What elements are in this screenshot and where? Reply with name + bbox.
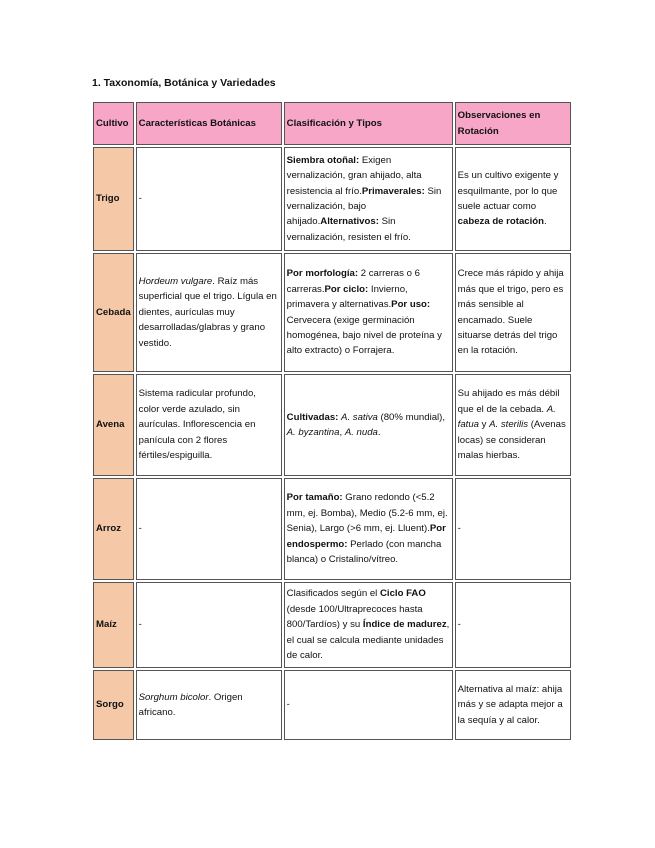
classification-cell xyxy=(284,253,453,372)
rotation-cell xyxy=(455,374,571,476)
text-run: (80% mundial), xyxy=(377,411,446,423)
text-run: Es un cultivo exigente y esquilmante, por lo que suele actuar como xyxy=(457,170,559,212)
rotation-cell xyxy=(455,582,571,668)
text-run: Invierno, primavera y alternativas. xyxy=(286,283,408,311)
text-run: y xyxy=(479,419,490,431)
bold-text: Cultivadas: xyxy=(286,411,339,423)
crop-name: Cebada xyxy=(93,253,134,372)
classification-cell xyxy=(284,670,453,740)
text-run: Alternativa al maíz: ahija más y se adapta mejor a la sequía y al calor. xyxy=(457,683,563,726)
table-row xyxy=(93,670,571,740)
botanical-cell xyxy=(136,670,282,740)
text-run: . Raíz más superficial que el trigo. Lígula en dientes, aurículas muy desarrolladas/glabras y grano vestido. xyxy=(138,275,277,349)
crop-table xyxy=(91,100,573,742)
botanical-cell xyxy=(136,147,282,251)
italic-text: Hordeum vulgare xyxy=(138,275,213,287)
section-title: 1. Taxonomía, Botánica y Variedades xyxy=(92,77,276,89)
table-row xyxy=(93,478,571,580)
text-run: - xyxy=(286,699,290,711)
crop-name: Avena xyxy=(93,374,134,476)
table-header-row xyxy=(93,102,571,145)
text-run: - xyxy=(138,619,142,631)
classification-cell xyxy=(284,374,453,476)
text-run: - xyxy=(138,523,142,535)
bold-text: Por ciclo: xyxy=(324,283,369,295)
text-run: , el cual se calcula mediante unidades de calor. xyxy=(286,619,450,662)
text-run: - xyxy=(457,619,461,631)
text-run: Grano redondo (<5.2 mm, ej. Bomba), Medio (5.2-6 mm, ej. Senia), Largo (>6 mm, ej. Lluent). xyxy=(286,492,448,535)
classification-cell xyxy=(284,147,453,251)
bold-text: Ciclo FAO xyxy=(379,588,426,600)
italic-text: A. fatua xyxy=(457,403,556,431)
bold-text: Por morfología: xyxy=(286,268,359,280)
text-run: - xyxy=(138,193,142,205)
crop-name: Arroz xyxy=(93,478,134,580)
rotation-cell xyxy=(455,253,571,372)
text-run: Clasificados según el xyxy=(286,588,380,600)
text-run: Crece más rápido y ahija más que el trigo, pero es más sensible al encamado. Suele situarse detrás del trigo en la rotación. xyxy=(457,268,564,357)
text-run: (Avenas locas) se consideran malas hierbas. xyxy=(457,419,566,462)
table-row xyxy=(93,582,571,668)
text-run: Sin vernalización, bajo ahijado. xyxy=(286,185,442,228)
bold-text: Índice de madurez xyxy=(362,619,447,631)
table-row xyxy=(93,374,571,476)
text-run: , xyxy=(339,427,345,438)
rotation-cell xyxy=(455,670,571,740)
text-run: Perlado (con mancha blanca) o Cristalino/vítreo. xyxy=(286,538,442,566)
rotation-cell xyxy=(455,478,571,580)
bold-text: Primaverales: xyxy=(361,185,425,197)
text-run: (desde 100/Ultraprecoces hasta 800/Tardíos) y su xyxy=(286,603,423,631)
bold-text: Siembra otoñal: xyxy=(286,154,360,166)
italic-text: A. nuda xyxy=(344,427,378,438)
italic-text: A. sterilis xyxy=(489,419,529,431)
header-rotation: Observaciones en Rotación xyxy=(455,102,571,145)
bold-text: Por tamaño: xyxy=(286,492,343,504)
text-run: . Origen africano. xyxy=(138,691,243,718)
botanical-cell xyxy=(136,374,282,476)
italic-text: A. byzantina xyxy=(286,427,340,438)
crop-name: Maíz xyxy=(93,582,134,668)
bold-text: Por uso: xyxy=(391,299,431,311)
header-classification: Clasificación y Tipos xyxy=(284,102,453,145)
text-run: Cervecera (exige germinación homogénea, bajo nivel de proteína y alto extracto) o Forrajera. xyxy=(286,314,442,357)
text-run: 2 carreras o 6 carreras. xyxy=(286,268,420,295)
rotation-cell xyxy=(455,147,571,251)
italic-text: A. sativa xyxy=(341,411,378,423)
crop-name: Trigo xyxy=(93,147,134,251)
bold-text: cabeza de rotación xyxy=(457,216,545,228)
italic-text: Sorghum bicolor xyxy=(138,691,209,703)
text-run: Sistema radicular profundo, color verde azulado, sin aurículas. Inflorescencia en panícula con 2 flores fértiles/espiguilla. xyxy=(138,388,256,462)
bold-text: Alternativos: xyxy=(320,216,379,228)
header-crop: Cultivo xyxy=(93,102,134,145)
botanical-cell xyxy=(136,582,282,668)
botanical-cell xyxy=(136,478,282,580)
text-run: - xyxy=(457,523,461,535)
text-run: . xyxy=(544,216,547,228)
classification-cell xyxy=(284,478,453,580)
text-run: Su ahijado es más débil que el de la cebada. xyxy=(457,388,560,415)
text-run: Sin vernalización, resisten el frío. xyxy=(286,216,411,243)
crop-name: Sorgo xyxy=(93,670,134,740)
text-run: . xyxy=(377,427,381,438)
table-row xyxy=(93,253,571,372)
text-run: Exigen vernalización, gran ahijado, alta resistencia al frío. xyxy=(286,154,422,197)
header-botanical: Características Botánicas xyxy=(136,102,282,145)
classification-cell xyxy=(284,582,453,668)
table-row xyxy=(93,147,571,251)
botanical-cell xyxy=(136,253,282,372)
bold-text: Por endospermo: xyxy=(286,523,446,550)
